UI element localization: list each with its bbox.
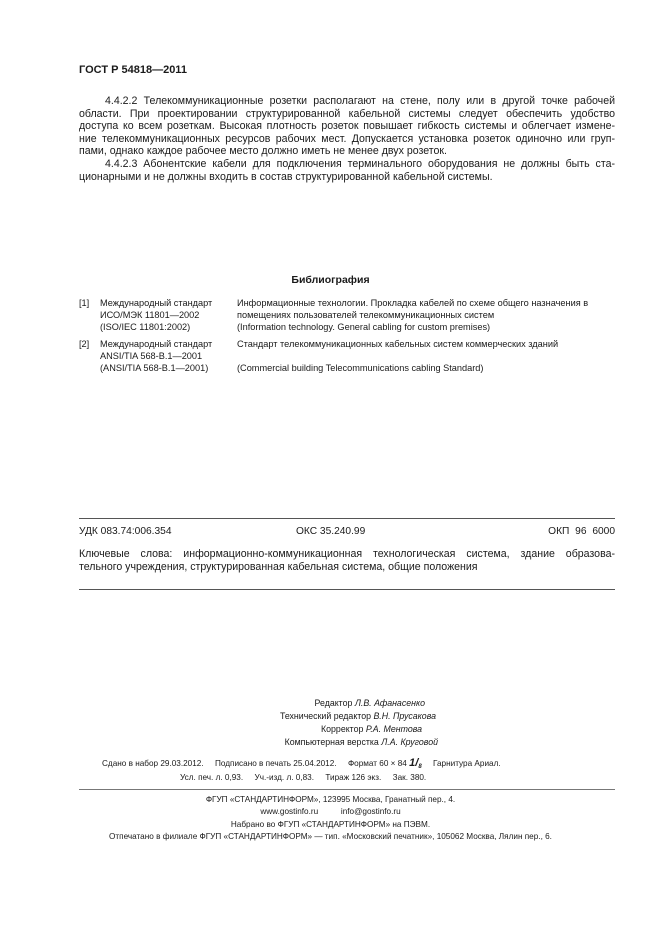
print-info-line-1 — [102, 757, 501, 770]
credit-tech-editor — [280, 710, 436, 723]
bib-entry-1-title-line: (Information technology. General cabling for custom premises) — [237, 322, 491, 333]
bib-entry-1-source — [100, 297, 232, 334]
credit-corrector — [321, 723, 422, 736]
p1-line-2: области. При проектировании структурированной кабельной системы следует обеспечить удобство — [79, 107, 615, 120]
credit-label: Корректор — [321, 724, 364, 734]
credit-layout — [285, 736, 438, 749]
bibliography-title: Библиография — [291, 274, 370, 286]
p1-line-1: 4.4.2.2 Телекоммуникационные розетки располагают на стене, полу или в другой точке рабочей — [105, 95, 615, 107]
divider-publisher — [79, 789, 615, 790]
bib-entry-2-title-line: (Commercial building Telecommunications cabling Standard) — [237, 363, 484, 374]
keywords — [79, 548, 615, 574]
format-fraction: $1/_8$ — [409, 757, 422, 770]
p1-line-3: доступа ко всем розеткам. Высокая плотность розеток повышает гибкость системы и облегчает измене- — [79, 120, 615, 133]
bib-entry-2-title — [237, 338, 617, 375]
credit-name: Л.В. Афанасенко — [354, 698, 425, 708]
credit-name: Л.А. Круговой — [381, 737, 438, 747]
paragraph-4-4-2-2 — [79, 95, 615, 158]
credit-name: Р.А. Ментова — [365, 724, 422, 734]
font-info: Гарнитура Ариал. — [433, 759, 501, 768]
bib-entry-2-source-line: ANSI/TIA 568-B.1—2001 — [100, 351, 203, 362]
standard-header: ГОСТ Р 54818—2011 — [79, 64, 187, 76]
publisher-address: ФГУП «СТАНДАРТИНФОРМ», 123995 Москва, Гранатный пер., 4. — [205, 795, 456, 804]
pub-sheets: Уч.-изд. л. 0,83. — [254, 773, 314, 782]
bib-entry-1-number: [1] — [79, 298, 90, 308]
p2-line-2: ционарными и не должны входить в состав структурированной кабельной системы. — [79, 170, 493, 183]
print-sheets: Усл. печ. л. 0,93. — [180, 773, 244, 782]
bib-entry-2-title-line: Стандарт телекоммуникационных кабельных систем коммерческих зданий — [237, 339, 559, 349]
p1-line-5: пами, однако каждое рабочее место должно иметь не менее двух розеток. — [79, 145, 447, 158]
publisher-contacts: www.gostinfo.ru info@gostinfo.ru — [260, 807, 401, 817]
bib-entry-2-source — [100, 338, 232, 375]
keywords-line-2: тельного учреждения, структурированная кабельная система, общие положения — [79, 561, 478, 573]
p1-line-4: ние телекоммуникационных ресурсов рабочих мест. Допускается установка розеток одиночно или груп- — [79, 132, 615, 145]
bib-entry-1-title-line: помещениях пользователей телекоммуникационных систем — [237, 310, 495, 321]
okp-code: ОКП 96 6000 — [548, 526, 615, 537]
credit-editor — [315, 697, 425, 710]
publisher-typeset: Набрано во ФГУП «СТАНДАРТИНФОРМ» на ПЭВМ. — [230, 819, 431, 829]
keywords-line-1: Ключевые слова: информационно-коммуникационная технологическая система, здание образова- — [79, 548, 615, 560]
signed-date: Подписано в печать 25.04.2012. — [215, 759, 337, 768]
paragraph-4-4-2-3 — [79, 158, 615, 183]
bibliography-list — [0, 297, 661, 377]
format-denominator: 8 — [418, 764, 422, 770]
oks-code: ОКС 35.240.99 — [296, 526, 366, 537]
bib-entry-2-number: [2] — [79, 339, 90, 349]
credits-block — [0, 697, 661, 747]
credit-label: Компьютерная верстка — [284, 737, 379, 747]
publisher-printed: Отпечатано в филиале ФГУП «СТАНДАРТИНФОРМ» — тип. «Московский печатник», 105062 Москва, Лялин пер., 6. — [109, 831, 552, 841]
order-number: Зак. 380. — [392, 773, 427, 782]
bib-entry-1-title — [237, 297, 617, 334]
bib-entry-2-source-line: (ANSI/TIA 568-B.1—2001) — [100, 363, 209, 374]
p2-line-1: 4.4.2.3 Абонентские кабели для подключения терминального оборудования не должны быть ста- — [105, 158, 615, 170]
submitted-date: Сдано в набор 29.03.2012. — [102, 759, 204, 768]
udk-code: УДК 083.74:006.354 — [79, 526, 172, 537]
print-run: Тираж 126 экз. — [325, 773, 382, 782]
bib-entry-1-title-line: Информационные технологии. Прокладка кабелей по схеме общего назначения в — [237, 298, 589, 308]
format-label: Формат 60 × 84 — [347, 759, 407, 768]
credit-label: Технический редактор — [279, 711, 371, 721]
bib-entry-1-source-line: (ISO/IEC 11801:2002) — [100, 322, 191, 333]
bib-entry-1-source-line: Международный стандарт — [100, 298, 213, 308]
bib-entry-2-source-line: Международный стандарт — [100, 339, 213, 349]
bib-entry-1-source-line: ИСО/МЭК 11801—2002 — [100, 310, 200, 321]
publisher-block — [0, 794, 661, 843]
divider-top — [79, 518, 615, 519]
divider-bottom — [79, 589, 615, 590]
credit-name: В.Н. Прусакова — [373, 711, 436, 721]
print-info-line-2 — [180, 773, 426, 782]
format-numerator: 1 — [409, 757, 416, 769]
credit-label: Редактор — [314, 698, 353, 708]
